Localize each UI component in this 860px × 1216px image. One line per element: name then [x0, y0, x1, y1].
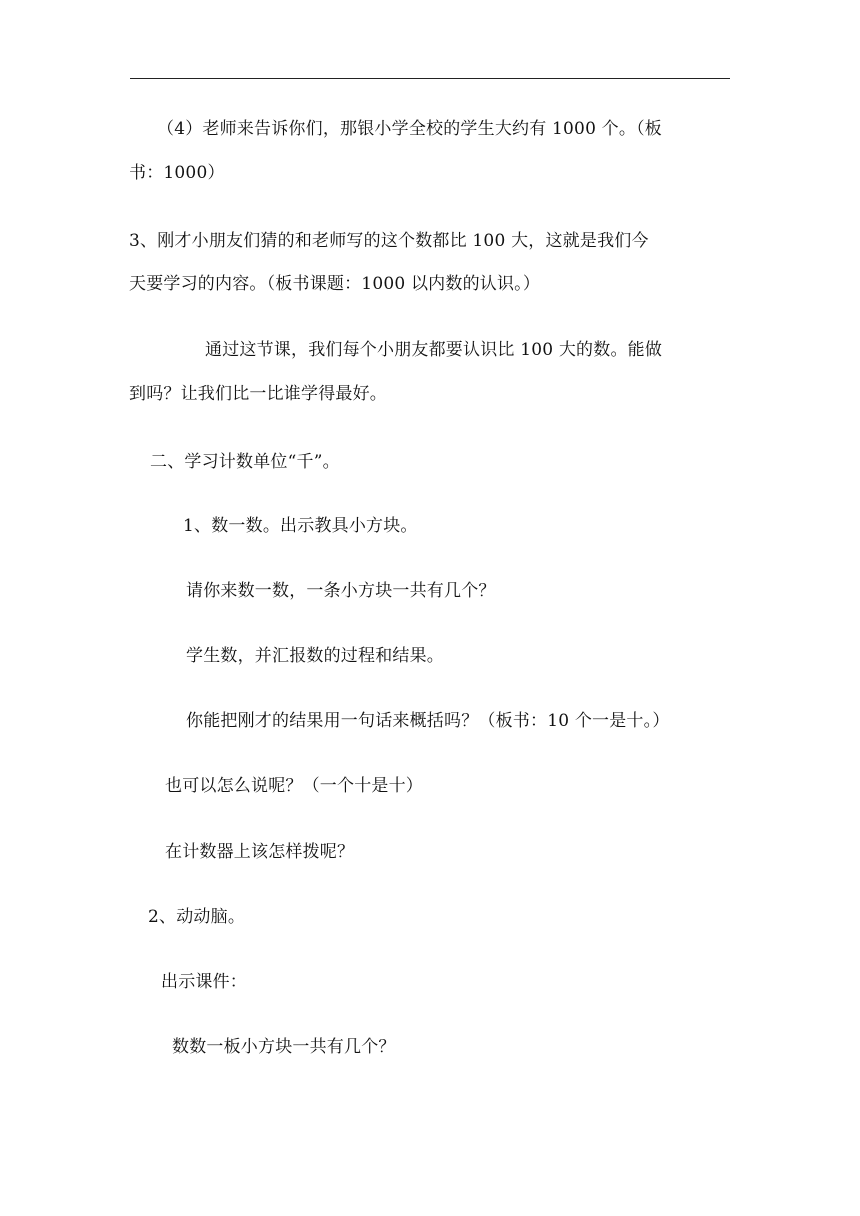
paragraph-line: 学生数，并汇报数的过程和结果。 — [186, 646, 444, 666]
paragraph-line: 数数一板小方块一共有几个？ — [172, 1037, 396, 1057]
subsection-heading: 1、数一数。出示教具小方块。 — [183, 516, 418, 536]
paragraph-line: 到吗？让我们比一比谁学得最好。 — [129, 384, 387, 404]
paragraph-line: 也可以怎么说呢？（一个十是十） — [165, 776, 423, 796]
paragraph-line: 出示课件： — [161, 972, 247, 992]
paragraph-line: 3、刚才小朋友们猜的和老师写的这个数都比 100 大，这就是我们今 — [129, 231, 649, 251]
subsection-heading: 2、动动脑。 — [148, 907, 246, 927]
paragraph-line: （4）老师来告诉你们，那银小学全校的学生大约有 1000 个。（板 — [157, 119, 662, 139]
paragraph-line: 在计数器上该怎样拨呢？ — [165, 842, 355, 862]
paragraph-line: 你能把刚才的结果用一句话来概括吗？（板书：10 个一是十。） — [186, 711, 670, 731]
paragraph-line: 请你来数一数，一条小方块一共有几个？ — [186, 581, 496, 601]
paragraph-line: 通过这节课，我们每个小朋友都要认识比 100 大的数。能做 — [205, 340, 663, 360]
section-heading: 二、学习计数单位“千”。 — [150, 452, 340, 472]
paragraph-line: 书：1000） — [129, 163, 225, 183]
header-rule — [130, 78, 730, 79]
paragraph-line: 天要学习的内容。（板书课题：1000 以内数的认识。） — [129, 274, 541, 294]
